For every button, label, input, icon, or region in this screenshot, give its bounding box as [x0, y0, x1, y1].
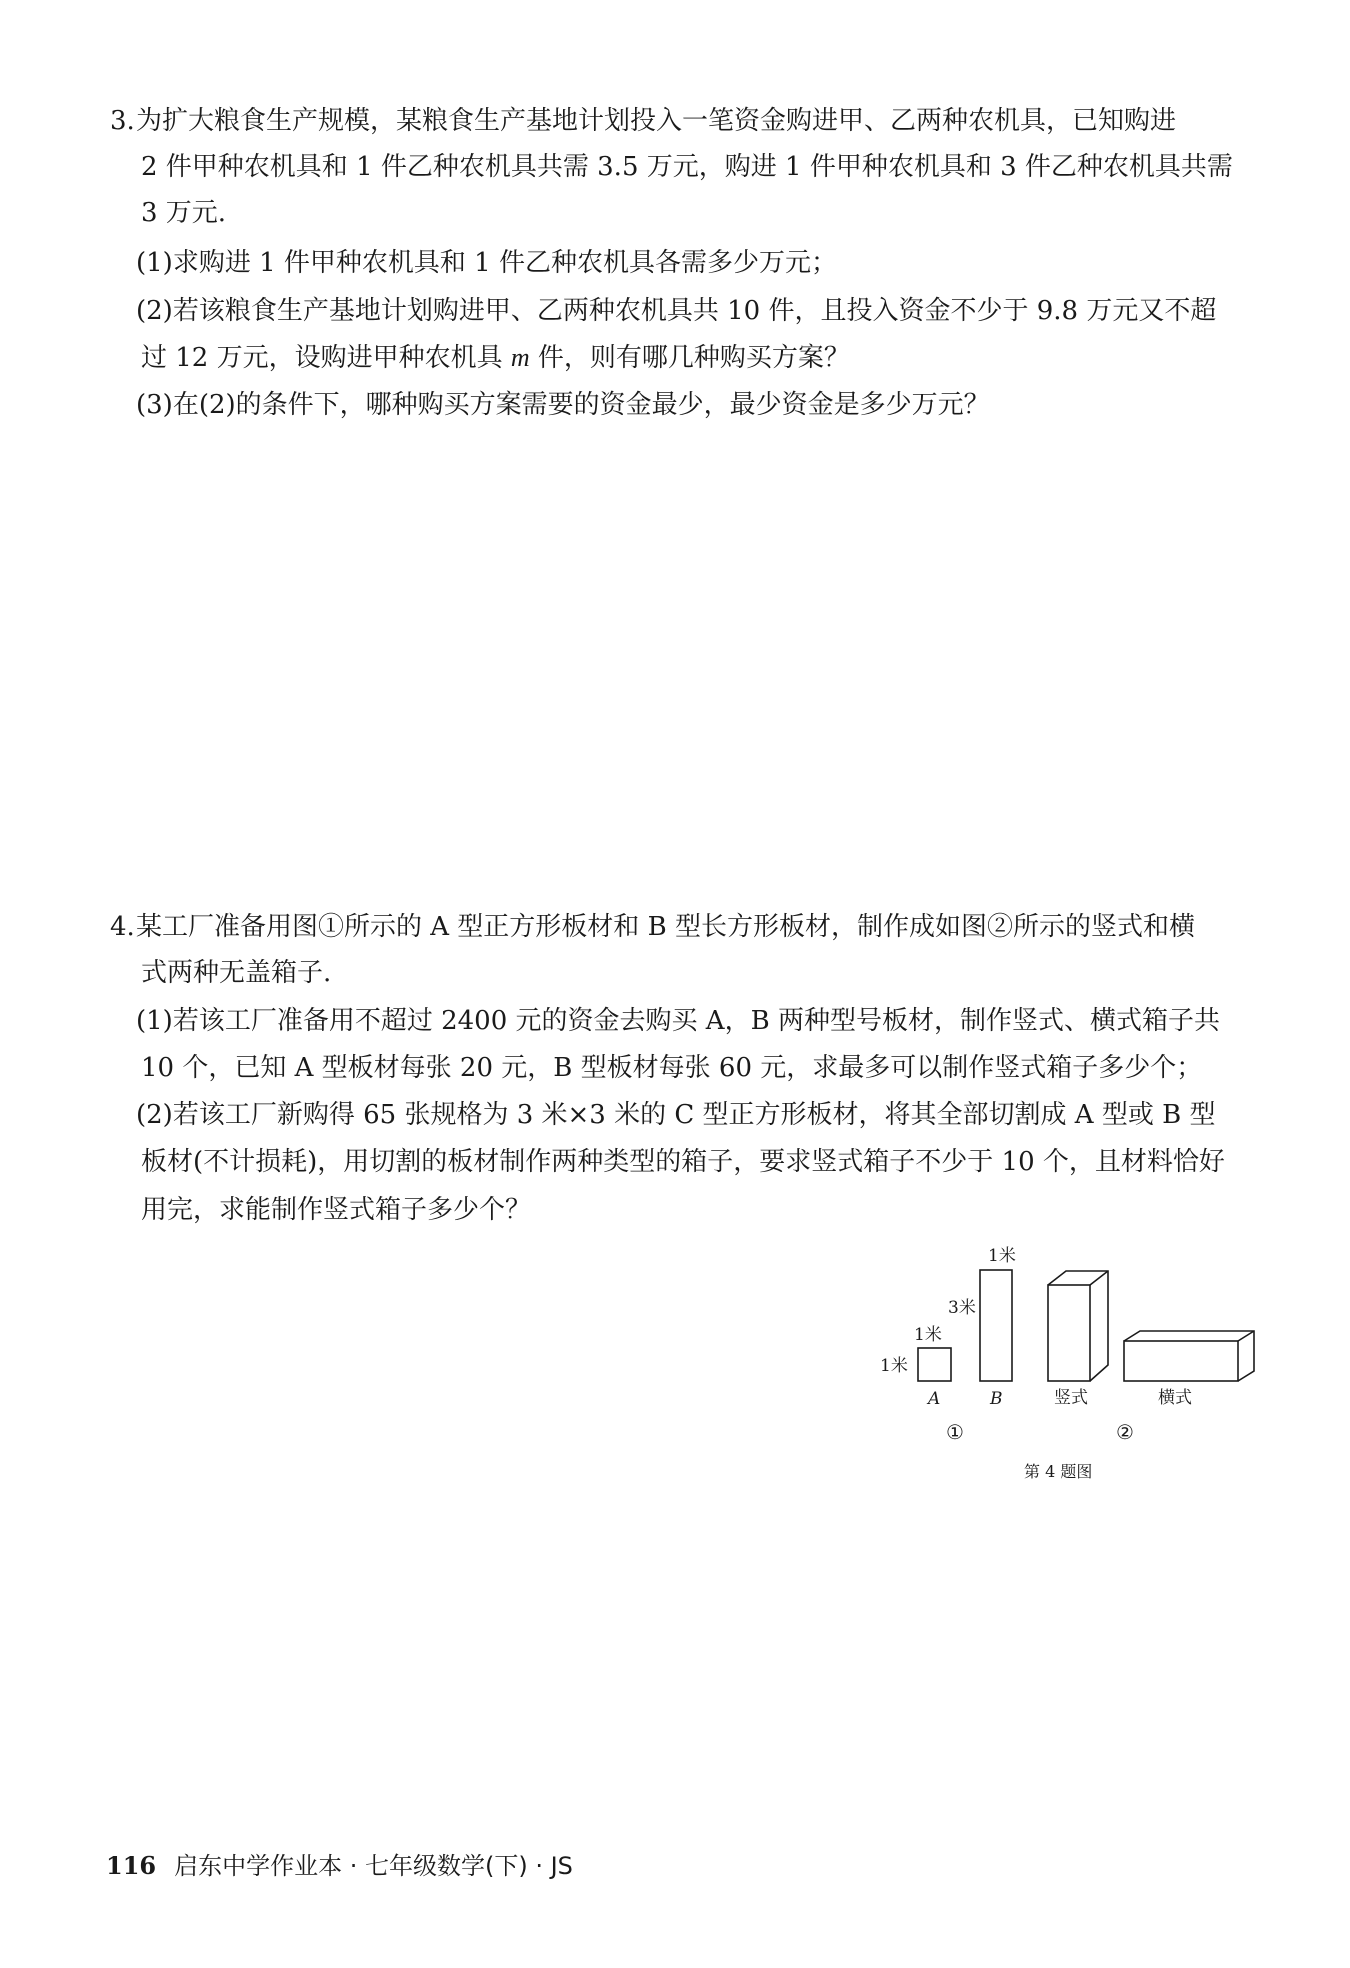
label-b-side: 3米: [948, 1298, 976, 1318]
question-2-line: 用完，求能制作竖式箱子多少个？: [141, 1195, 532, 1225]
figure-drawing: [870, 1235, 1270, 1495]
label-vertical: 竖式: [1054, 1388, 1088, 1408]
label-a-side: 1米: [880, 1356, 908, 1376]
problem-stem-line: 3 万元.: [141, 198, 227, 228]
text-segment: 件，则有哪几种购买方案？: [529, 343, 850, 373]
figure-caption: 第 4 题图: [1024, 1462, 1093, 1481]
problem-stem-line: 式两种无盖箱子.: [141, 958, 332, 988]
problem-stem-line: 为扩大粮食生产规模，某粮食生产基地计划投入一笔资金购进甲、乙两种农机具，已知购进: [136, 106, 1177, 136]
question-1: (1)求购进 1 件甲种农机具和 1 件乙种农机具各需多少万元；: [136, 248, 837, 278]
label-b: B: [990, 1389, 1003, 1409]
horizontal-box: [1124, 1331, 1254, 1381]
board-a-square: [918, 1348, 951, 1381]
label-b-top: 1米: [988, 1246, 1016, 1266]
label-a: A: [928, 1389, 941, 1409]
problem-4-figure: [870, 1235, 1270, 1495]
vertical-box: [1048, 1271, 1108, 1381]
problem-stem-line: 某工厂准备用图①所示的 A 型正方形板材和 B 型长方形板材，制作成如图②所示的竖式和横: [136, 912, 1195, 942]
marker-2: ②: [1116, 1420, 1134, 1444]
question-1-line: (1)若该工厂准备用不超过 2400 元的资金去购买 A，B 两种型号板材，制作竖式、横式箱子共: [136, 1006, 1220, 1036]
page-footer: [106, 1850, 573, 1882]
problem-number: 4.: [110, 912, 135, 942]
question-2-line: [141, 338, 850, 378]
marker-1: ①: [946, 1420, 964, 1444]
book-title: 启东中学作业本 · 七年级数学(下) · JS: [174, 1852, 573, 1880]
question-2-line: (2)若该工厂新购得 65 张规格为 3 米×3 米的 C 型正方形板材，将其全部切割成 A 型或 B 型: [136, 1100, 1216, 1130]
board-b-rectangle: [980, 1270, 1012, 1381]
text-segment: 过 12 万元，设购进甲种农机具: [141, 343, 511, 373]
question-2-line: (2)若该粮食生产基地计划购进甲、乙两种农机具共 10 件，且投入资金不少于 9.8 万元又不超: [136, 296, 1217, 326]
label-a-top: 1米: [914, 1325, 942, 1345]
problem-number: 3.: [110, 106, 135, 136]
question-3: (3)在(2)的条件下，哪种购买方案需要的资金最少，最少资金是多少万元？: [136, 390, 990, 420]
page-number: 116: [106, 1851, 157, 1880]
question-1-line: 10 个，已知 A 型板材每张 20 元，B 型板材每张 60 元，求最多可以制作竖式箱子多少个；: [141, 1053, 1203, 1083]
label-horizontal: 横式: [1158, 1388, 1192, 1408]
question-2-line: 板材(不计损耗)，用切割的板材制作两种类型的箱子，要求竖式箱子不少于 10 个，且材料恰好: [141, 1147, 1225, 1177]
problem-stem-line: 2 件甲种农机具和 1 件乙种农机具共需 3.5 万元，购进 1 件甲种农机具和 3 件乙种农机具共需: [141, 152, 1233, 182]
variable-m: m: [510, 343, 530, 372]
